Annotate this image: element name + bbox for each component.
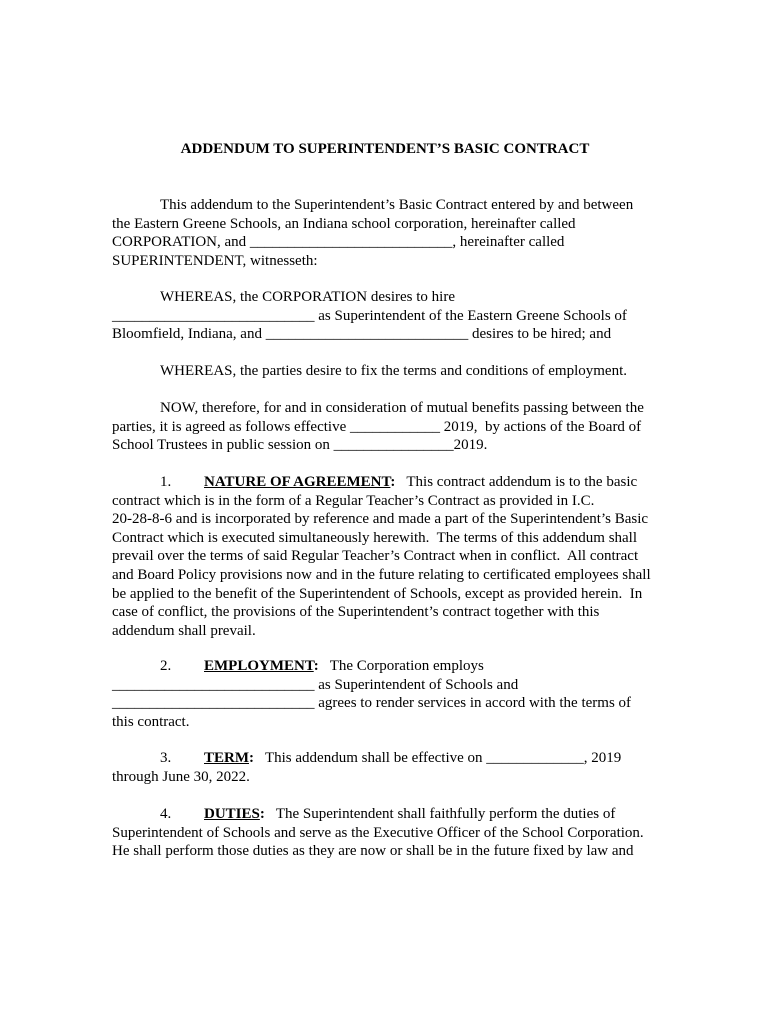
section-1-line: 20-28-8-6 and is incorporated by reference and made a part of the Superintendent’s Basic: [112, 511, 649, 528]
intro-line-2: the Eastern Greene Schools, an Indiana school corporation, hereinafter called: [112, 215, 576, 232]
section-4-line: He shall perform those duties as they are now or shall be in the future fixed by law and: [112, 843, 634, 860]
section-4-first-line: [160, 805, 615, 824]
section-1-line: and Board Policy provisions now and in the future relating to certificated employees shall: [112, 567, 651, 583]
section-3-heading: TERM: [204, 750, 249, 766]
now-line-1: NOW, therefore, for and in consideration of mutual benefits passing between the: [160, 400, 644, 416]
section-4-heading: DUTIES: [204, 806, 260, 822]
section-1-line: contract which is in the form of a Regular Teacher’s Contract as provided in I.C.: [112, 492, 595, 509]
section-1-colon: :: [390, 474, 396, 490]
section-2-colon: :: [313, 658, 319, 674]
now-line-3: School Trustees in public session on ________________2019.: [112, 437, 488, 454]
section-1-line: case of conflict, the provisions of the Superintendent’s contract together with this: [112, 604, 600, 621]
whereas1-line-2: ___________________________ as Superintendent of the Eastern Greene Schools of: [112, 307, 627, 324]
whereas1-line-3: Bloomfield, Indiana, and ___________________________ desires to be hired; and: [112, 326, 612, 343]
section-2-line: this contract.: [112, 713, 190, 730]
section-4-first-text: The Superintendent shall faithfully perform the duties of: [264, 806, 616, 822]
section-4-number: 4.: [160, 806, 172, 822]
section-4-colon: :: [259, 806, 265, 822]
section-3-line: through June 30, 2022.: [112, 768, 250, 785]
section-1-line: prevail over the terms of said Regular Teacher’s Contract when in conflict. All contract: [112, 548, 639, 565]
document-title: ADDENDUM TO SUPERINTENDENT’S BASIC CONTRACT: [180, 141, 590, 157]
whereas2-line: WHEREAS, the parties desire to fix the terms and conditions of employment.: [160, 363, 627, 379]
section-1-line: addendum shall prevail.: [112, 622, 256, 639]
whereas1-line-1: WHEREAS, the CORPORATION desires to hire: [160, 289, 455, 305]
section-1-heading: NATURE OF AGREEMENT: [204, 474, 391, 490]
section-1-first-line: [160, 473, 637, 492]
section-1-line: Contract which is executed simultaneously herewith. The terms of this addendum shall: [112, 529, 638, 546]
intro-line-3: CORPORATION, and ___________________________, hereinafter called: [112, 234, 565, 251]
section-1-first-text: This contract addendum is to the basic: [395, 474, 638, 490]
section-2-first-text: The Corporation employs: [318, 658, 484, 674]
section-2-line: ___________________________ as Superintendent of Schools and: [112, 676, 519, 693]
intro-line-1: This addendum to the Superintendent’s Basic Contract entered by and between: [160, 197, 634, 213]
section-3-number: 3.: [160, 750, 172, 766]
section-1-line: be applied to the benefit of the Superintendent of Schools, except as provided herein. In: [112, 585, 643, 602]
section-3-first-text: This addendum shall be effective on _____________, 2019: [254, 750, 622, 766]
section-3-colon: :: [249, 750, 254, 766]
intro-line-4: SUPERINTENDENT, witnesseth:: [112, 252, 318, 269]
section-3-first-line: [160, 749, 621, 768]
now-line-2: parties, it is agreed as follows effective ____________ 2019, by actions of the Board of: [112, 418, 642, 435]
section-2-number: 2.: [160, 658, 172, 674]
section-2-line: ___________________________ agrees to render services in accord with the terms of: [112, 695, 632, 712]
section-4-line: Superintendent of Schools and serve as the Executive Officer of the School Corporation.: [112, 824, 644, 841]
section-2-heading: EMPLOYMENT: [204, 658, 314, 674]
section-2-first-line: [160, 657, 484, 676]
section-1-number: 1.: [160, 474, 172, 490]
